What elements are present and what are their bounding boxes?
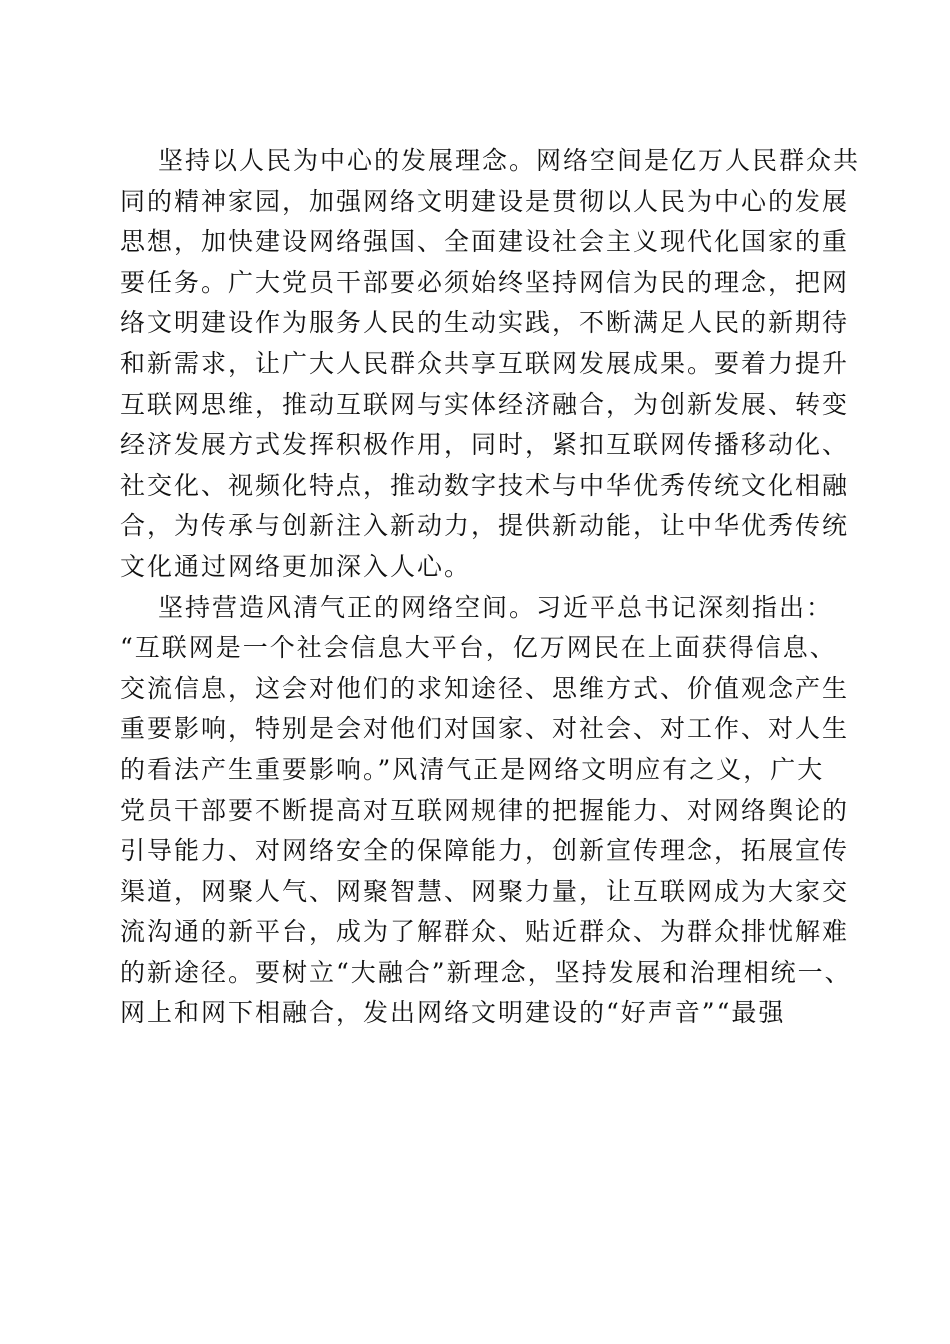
paragraph-2-line-6: 党员干部要不断提高对互联网规律的把握能力、对网络舆论的 bbox=[120, 795, 850, 825]
paragraph-2-line-2: “互联网是一个社会信息大平台，亿万网民在上面获得信息、 bbox=[120, 633, 837, 663]
document-body bbox=[120, 141, 861, 1034]
paragraph-2-line-1: 坚持营造风清气正的网络空间。习近平总书记深刻指出： bbox=[158, 592, 834, 622]
paragraph-1-line-4: 要任务。广大党员干部要必须始终坚持网信为民的理念，把网 bbox=[120, 267, 850, 297]
paragraph-1-line-7: 互联网思维，推动互联网与实体经济融合，为创新发展、转变 bbox=[120, 389, 850, 419]
paragraph-1-line-10: 合，为传承与创新注入新动力，提供新动能，让中华优秀传统 bbox=[120, 511, 850, 541]
paragraph-1-line-8: 经济发展方式发挥积极作用，同时，紧扣互联网传播移动化、 bbox=[120, 430, 850, 460]
paragraph-2-line-11: 网上和网下相融合，发出网络文明建设的“好声音”“最强 bbox=[120, 998, 786, 1028]
paragraph-2-line-10: 的新途径。要树立“大融合”新理念，坚持发展和治理相统一、 bbox=[120, 957, 852, 987]
paragraph-2-line-3: 交流信息，这会对他们的求知途径、思维方式、价值观念产生 bbox=[120, 673, 850, 703]
paragraph-1-line-11: 文化通过网络更加深入人心。 bbox=[120, 551, 472, 581]
paragraph-2-line-8: 渠道，网聚人气、网聚智慧、网聚力量，让互联网成为大家交 bbox=[120, 876, 850, 906]
paragraph-2-line-4: 重要影响，特别是会对他们对国家、对社会、对工作、对人生 bbox=[120, 714, 850, 744]
paragraph-1-line-2: 同的精神家园，加强网络文明建设是贯彻以人民为中心的发展 bbox=[120, 186, 850, 216]
paragraph-2-line-9: 流沟通的新平台，成为了解群众、贴近群众、为群众排忧解难 bbox=[120, 917, 850, 947]
paragraph-2-line-5: 的看法产生重要影响。”风清气正是网络文明应有之义，广大 bbox=[120, 754, 825, 784]
paragraph-1-line-1: 坚持以人民为中心的发展理念。网络空间是亿万人民群众共 bbox=[158, 146, 861, 175]
paragraph-1-line-9: 社交化、视频化特点，推动数字技术与中华优秀传统文化相融 bbox=[120, 470, 850, 500]
paragraph-1-line-6: 和新需求，让广大人民群众共享互联网发展成果。要着力提升 bbox=[120, 348, 850, 378]
paragraph-1-line-3: 思想，加快建设网络强国、全面建设社会主义现代化国家的重 bbox=[120, 227, 850, 257]
paragraph-1-line-5: 络文明建设作为服务人民的生动实践，不断满足人民的新期待 bbox=[120, 308, 850, 338]
paragraph-2-line-7: 引导能力、对网络安全的保障能力，创新宣传理念，拓展宣传 bbox=[120, 836, 850, 866]
